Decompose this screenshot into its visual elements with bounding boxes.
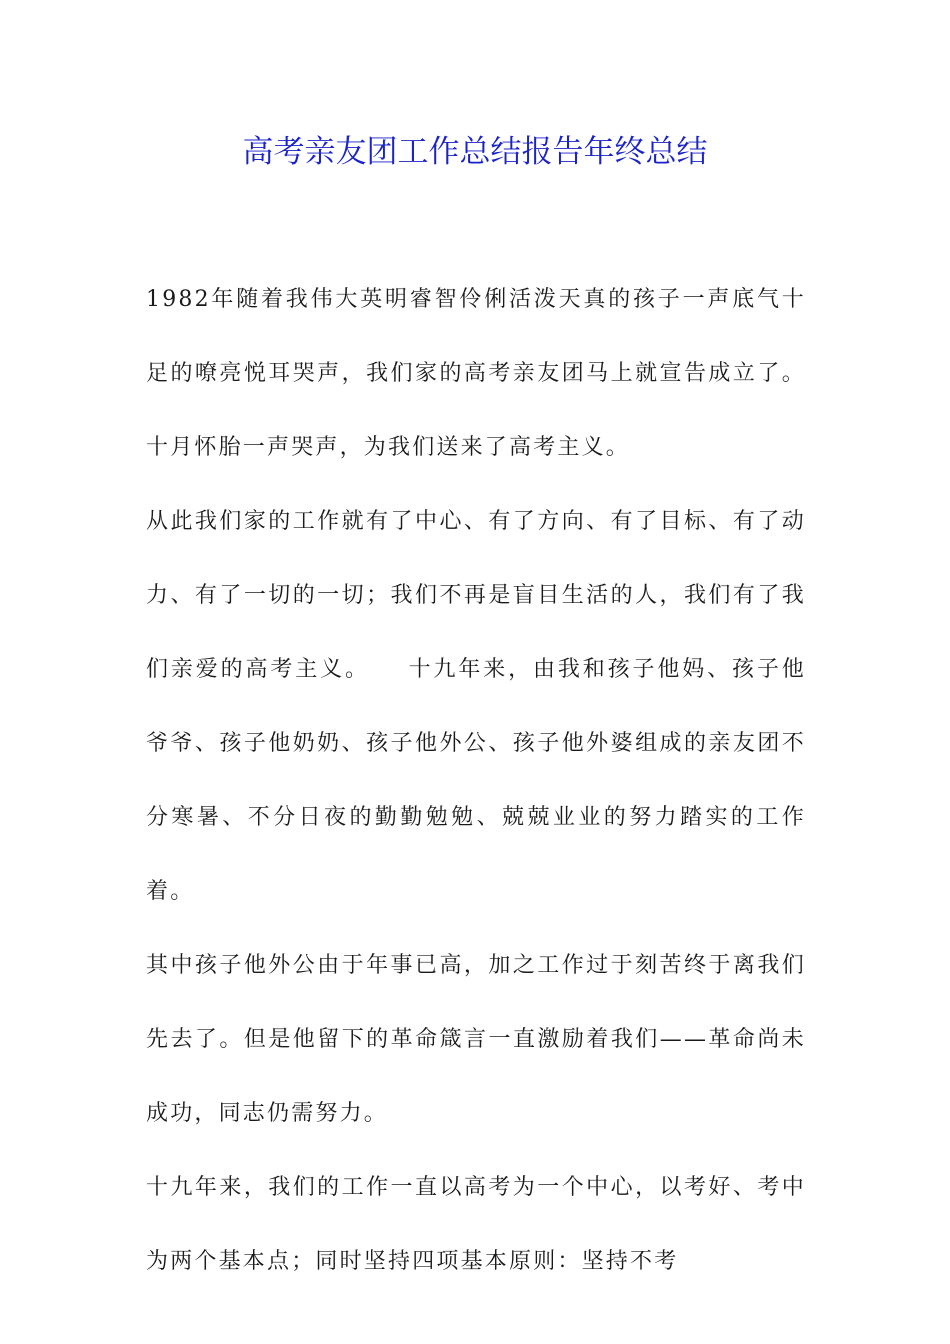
document-body	[146, 263, 806, 1299]
paragraph-1: 1982年随着我伟大英明睿智伶俐活泼天真的孩子一声底气十足的嘹亮悦耳哭声，我们家的高考亲友团马上就宣告成立了。十月怀胎一声哭声，为我们送来了高考主义。	[146, 287, 806, 460]
paragraph-3: 其中孩子他外公由于年事已高，加之工作过于刻苦终于离我们先去了。但是他留下的革命箴言一直激励着我们——革命尚未成功，同志仍需努力。	[146, 953, 806, 1126]
paragraph-2: 从此我们家的工作就有了中心、有了方向、有了目标、有了动力、有了一切的一切；我们不再是盲目生活的人，我们有了我们亲爱的高考主义。 十九年来，由我和孩子他妈、孩子他爷爷、孩子他奶奶、孩子他外公、孩子他外婆组成的亲友团不分寒暑、不分日夜的勤勤勉勉、兢兢业业的努力踏实的工作着。	[146, 509, 806, 904]
document-title: 高考亲友团工作总结报告年终总结	[242, 134, 708, 170]
paragraph-4: 十九年来，我们的工作一直以高考为一个中心，以考好、考中为两个基本点；同时坚持四项基本原则：坚持不考	[146, 1175, 806, 1274]
